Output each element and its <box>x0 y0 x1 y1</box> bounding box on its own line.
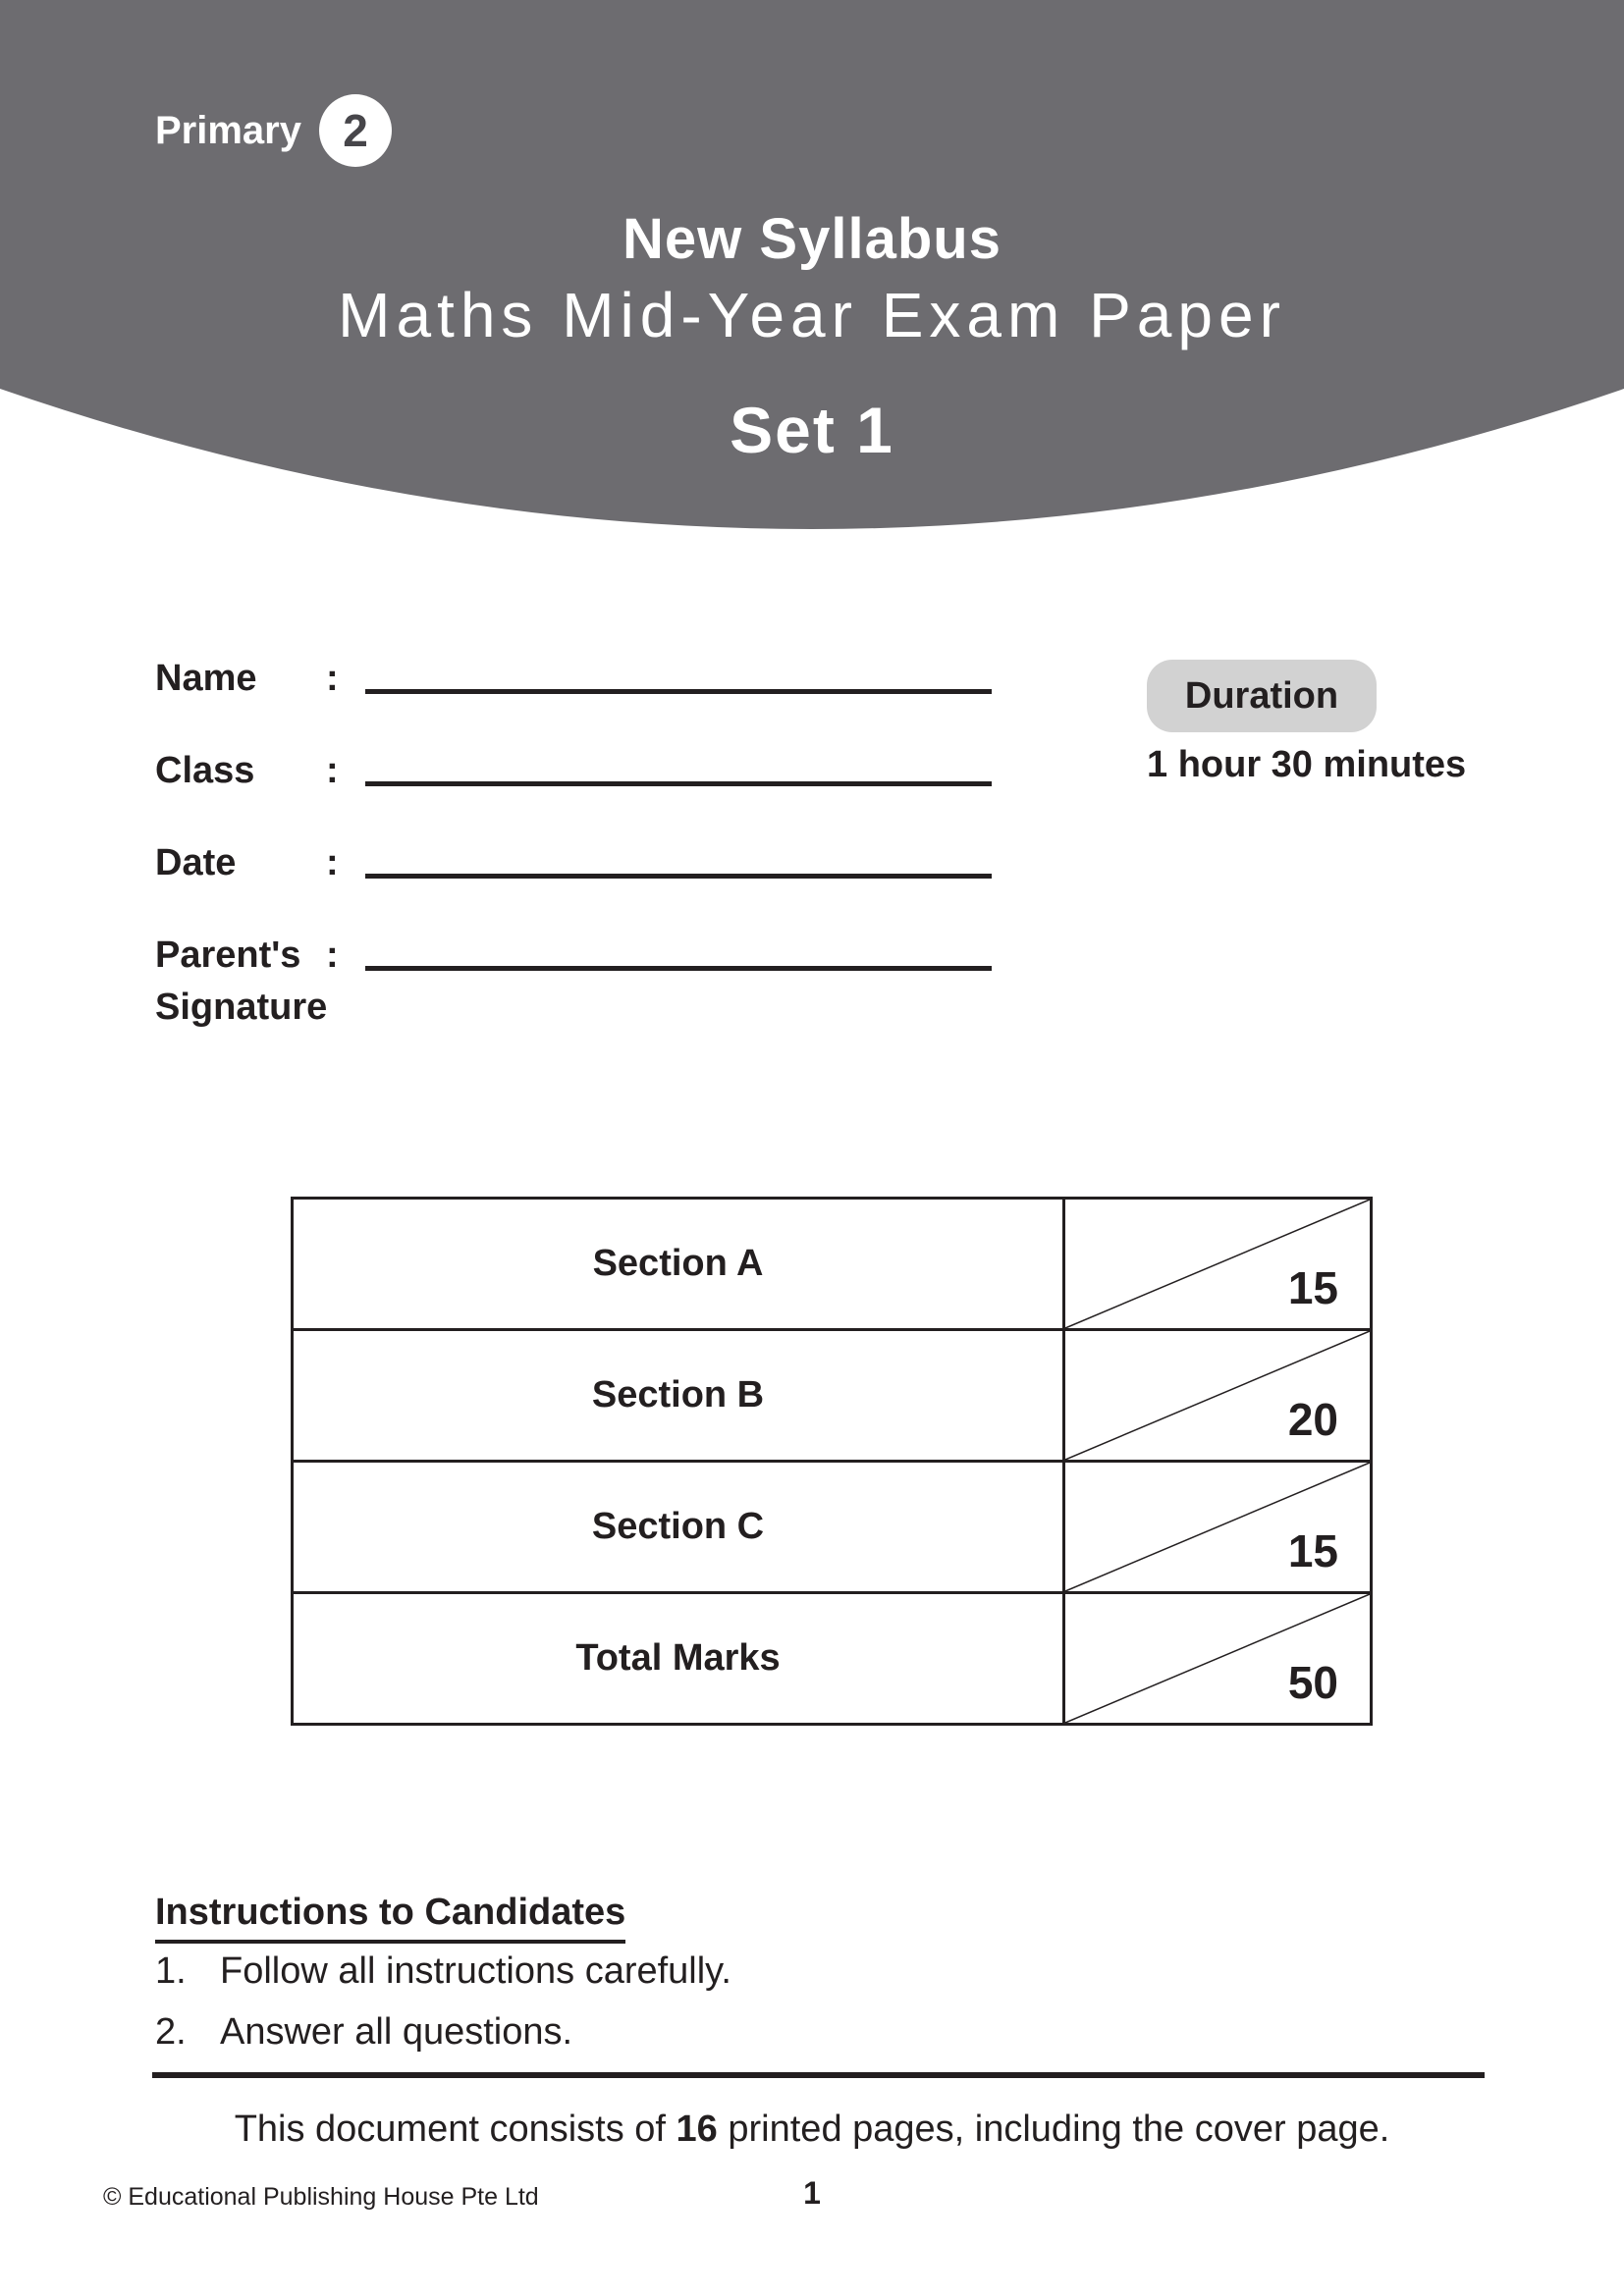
name-write-line <box>365 689 992 694</box>
date-write-line <box>365 874 992 879</box>
section-c-marks-cell <box>1062 1463 1370 1591</box>
instruction-1-number: 1. <box>155 1950 187 1992</box>
section-c-label: Section C <box>591 1506 765 1547</box>
notice-suffix: printed pages, including the cover page. <box>717 2109 1390 2150</box>
total-marks-cell <box>1062 1594 1370 1723</box>
section-c-marks-value: 15 <box>1287 1525 1338 1576</box>
instruction-1-text: Follow all instructions carefully. <box>220 1950 731 1992</box>
instruction-2-number: 2. <box>155 2011 187 2053</box>
series-title: New Syllabus <box>623 207 1001 271</box>
set-label: Set 1 <box>730 394 894 466</box>
page-number: 1 <box>803 2175 821 2211</box>
paper-title: Maths Mid-Year Exam Paper <box>338 280 1286 350</box>
section-b-marks-value: 20 <box>1287 1394 1338 1445</box>
date-label: Date <box>155 842 237 883</box>
parent-colon: : <box>326 934 339 976</box>
section-b-marks-cell <box>1062 1331 1370 1460</box>
instruction-item-2 <box>155 2011 572 2054</box>
class-colon: : <box>326 750 339 791</box>
class-label: Class <box>155 750 255 791</box>
class-write-line <box>365 781 992 786</box>
parent-label: Parent's <box>155 934 301 976</box>
signature-label: Signature <box>155 987 328 1028</box>
copyright-text: © Educational Publishing House Pte Ltd <box>103 2183 539 2211</box>
class-field-row <box>155 748 992 793</box>
section-a-marks-cell <box>1062 1200 1370 1328</box>
name-colon: : <box>326 658 339 699</box>
total-marks-label: Total Marks <box>575 1637 781 1679</box>
grade-level-number: 2 <box>343 105 368 156</box>
notice-prefix: This document consists of <box>234 2109 677 2150</box>
date-field-row <box>155 840 992 885</box>
section-a-label: Section A <box>592 1243 764 1284</box>
section-a-marks-value: 15 <box>1287 1262 1338 1313</box>
name-label: Name <box>155 658 257 699</box>
duration-badge: Duration <box>1147 660 1377 732</box>
section-b-label: Section B <box>591 1374 765 1415</box>
instructions-heading: Instructions to Candidates <box>155 1892 625 1944</box>
parent-signature-field-row <box>155 933 992 978</box>
divider-rule <box>152 2072 1485 2078</box>
marks-table <box>291 1197 1373 1726</box>
grade-level-badge <box>319 94 392 167</box>
table-row-total-marks <box>294 1591 1370 1723</box>
grade-level-label: Primary <box>155 108 301 152</box>
grade-level <box>155 94 392 167</box>
duration-value: 1 hour 30 minutes <box>1147 744 1467 785</box>
page-count-notice <box>0 2109 1624 2151</box>
instruction-item-1 <box>155 1950 731 1993</box>
total-marks-value: 50 <box>1287 1657 1338 1708</box>
instruction-2-text: Answer all questions. <box>220 2011 573 2053</box>
notice-page-count: 16 <box>676 2109 718 2150</box>
table-row-section-b <box>294 1328 1370 1460</box>
table-row-section-c <box>294 1460 1370 1591</box>
table-row-section-a <box>294 1200 1370 1328</box>
parent-signature-write-line <box>365 966 992 971</box>
name-field-row <box>155 656 992 701</box>
date-colon: : <box>326 842 339 883</box>
